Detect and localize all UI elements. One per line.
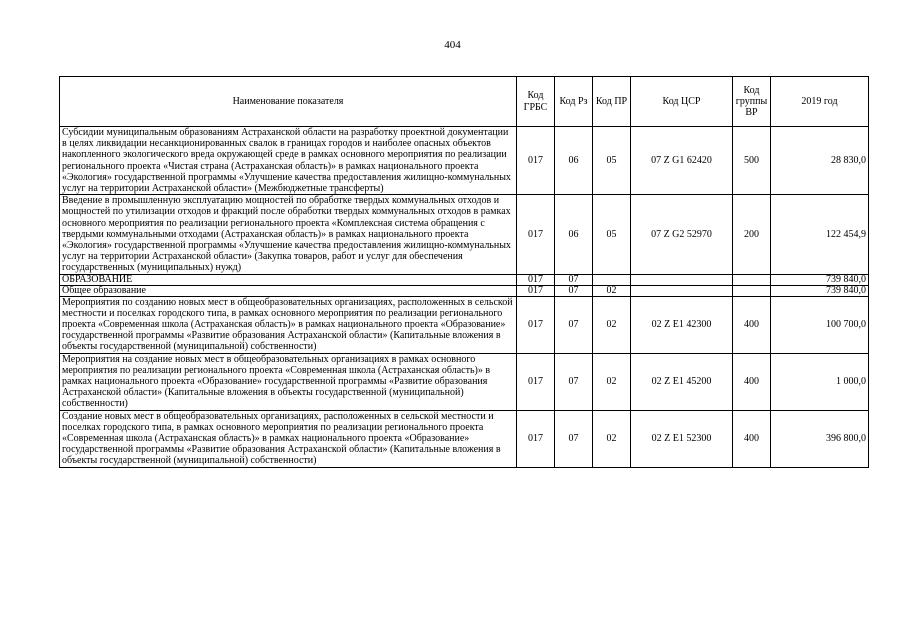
table-row (60, 296, 869, 353)
header-vr: Код группы ВР (733, 77, 771, 127)
row-rz: 06 (555, 127, 593, 195)
row-rz: 07 (555, 353, 593, 410)
row-pr: 02 (593, 296, 631, 353)
header-pr: Код ПР (593, 77, 631, 127)
row-name: Мероприятия на создание новых мест в общеобразовательных организациях в рамках основного мероприятия по реализации регионального проекта «Современная школа (Астраханская область)» в рамках национального проекта «Образование» государственной программы «Развитие образования Астраханской области» (Капитальные вложения в объекты государственной (муниципальной) собственности) (60, 353, 517, 410)
row-vr (733, 274, 771, 285)
row-name: ОБРАЗОВАНИЕ (60, 274, 517, 285)
row-rz: 07 (555, 274, 593, 285)
table-row (60, 285, 869, 296)
header-name: Наименование показателя (60, 77, 517, 127)
row-name: Мероприятия по созданию новых мест в общеобразовательных организациях, расположенных в сельской местности и поселках городского типа, в рамках основного мероприятия по реализации регионального проекта «Современная школа (Астраханская область)» в рамках национального проекта «Образование» государственной программы «Развитие образования Астраханской области» (Капитальные вложения в объекты государственной (муниципальной) собственности) (60, 296, 517, 353)
table-row (60, 195, 869, 274)
row-pr: 02 (593, 410, 631, 467)
row-rz: 07 (555, 285, 593, 296)
row-rz: 07 (555, 410, 593, 467)
row-grbs: 017 (517, 274, 555, 285)
row-csr: 02 Z E1 45200 (631, 353, 733, 410)
row-rz: 07 (555, 296, 593, 353)
row-name: Общее образование (60, 285, 517, 296)
row-grbs: 017 (517, 285, 555, 296)
table-row (60, 127, 869, 195)
budget-table (59, 76, 869, 468)
row-csr: 07 Z G1 62420 (631, 127, 733, 195)
row-csr: 07 Z G2 52970 (631, 195, 733, 274)
row-csr (631, 285, 733, 296)
row-grbs: 017 (517, 353, 555, 410)
row-vr: 500 (733, 127, 771, 195)
header-row (60, 77, 869, 127)
row-amount: 122 454,9 (771, 195, 869, 274)
row-name: Создание новых мест в общеобразовательных организациях, расположенных в сельской местности и поселках городского типа, в рамках основного мероприятия по реализации регионального проекта «Современная школа (Астраханская область)» в рамках национального проекта «Образование» государственной программы «Развитие образования Астраханской области» (Капитальные вложения в объекты государственной (муниципальной) собственности) (60, 410, 517, 467)
row-csr (631, 274, 733, 285)
table-row (60, 410, 869, 467)
row-grbs: 017 (517, 410, 555, 467)
header-csr: Код ЦСР (631, 77, 733, 127)
row-vr: 400 (733, 353, 771, 410)
row-rz: 06 (555, 195, 593, 274)
row-csr: 02 Z E1 42300 (631, 296, 733, 353)
row-vr: 200 (733, 195, 771, 274)
row-amount: 1 000,0 (771, 353, 869, 410)
row-vr: 400 (733, 410, 771, 467)
header-rz: Код Рз (555, 77, 593, 127)
table-row (60, 274, 869, 285)
row-pr: 02 (593, 285, 631, 296)
row-amount: 28 830,0 (771, 127, 869, 195)
row-name: Субсидии муниципальным образованиям Астраханской области на разработку проектной документации в целях ликвидации несанкционированных свалок в границах городов и наиболее опасных объектов накопленного экологического вреда окружающей среде в рамках основного мероприятия по реализации регионального проекта «Чистая страна (Астраханская область)» в рамках национального проекта «Экология» государственной программы «Улучшение качества предоставления жилищно-коммунальных услуг на территории Астраханской области» (Межбюджетные трансферты) (60, 127, 517, 195)
row-csr: 02 Z E1 52300 (631, 410, 733, 467)
row-amount: 739 840,0 (771, 274, 869, 285)
row-amount: 100 700,0 (771, 296, 869, 353)
row-vr: 400 (733, 296, 771, 353)
row-vr (733, 285, 771, 296)
row-pr (593, 274, 631, 285)
row-name: Введение в промышленную эксплуатацию мощностей по обработке твердых коммунальных отходов и мощностей по утилизации отходов и фракций после обработки твердых коммунальных отходов в рамках основного мероприятия по реализации регионального проекта «Комплексная система обращения с твердыми коммунальными отходами (Астраханская область)» в рамках национального проекта «Экология» государственной программы «Улучшение качества предоставления жилищно-коммунальных услуг на территории Астраханской области» (Закупка товаров, работ и услуг для обеспечения государственных (муниципальных) нужд) (60, 195, 517, 274)
table-row (60, 353, 869, 410)
row-pr: 02 (593, 353, 631, 410)
row-amount: 739 840,0 (771, 285, 869, 296)
page-number: 404 (444, 39, 461, 51)
row-amount: 396 800,0 (771, 410, 869, 467)
row-grbs: 017 (517, 195, 555, 274)
row-pr: 05 (593, 195, 631, 274)
row-grbs: 017 (517, 127, 555, 195)
header-grbs: Код ГРБС (517, 77, 555, 127)
row-pr: 05 (593, 127, 631, 195)
row-grbs: 017 (517, 296, 555, 353)
header-year: 2019 год (771, 77, 869, 127)
